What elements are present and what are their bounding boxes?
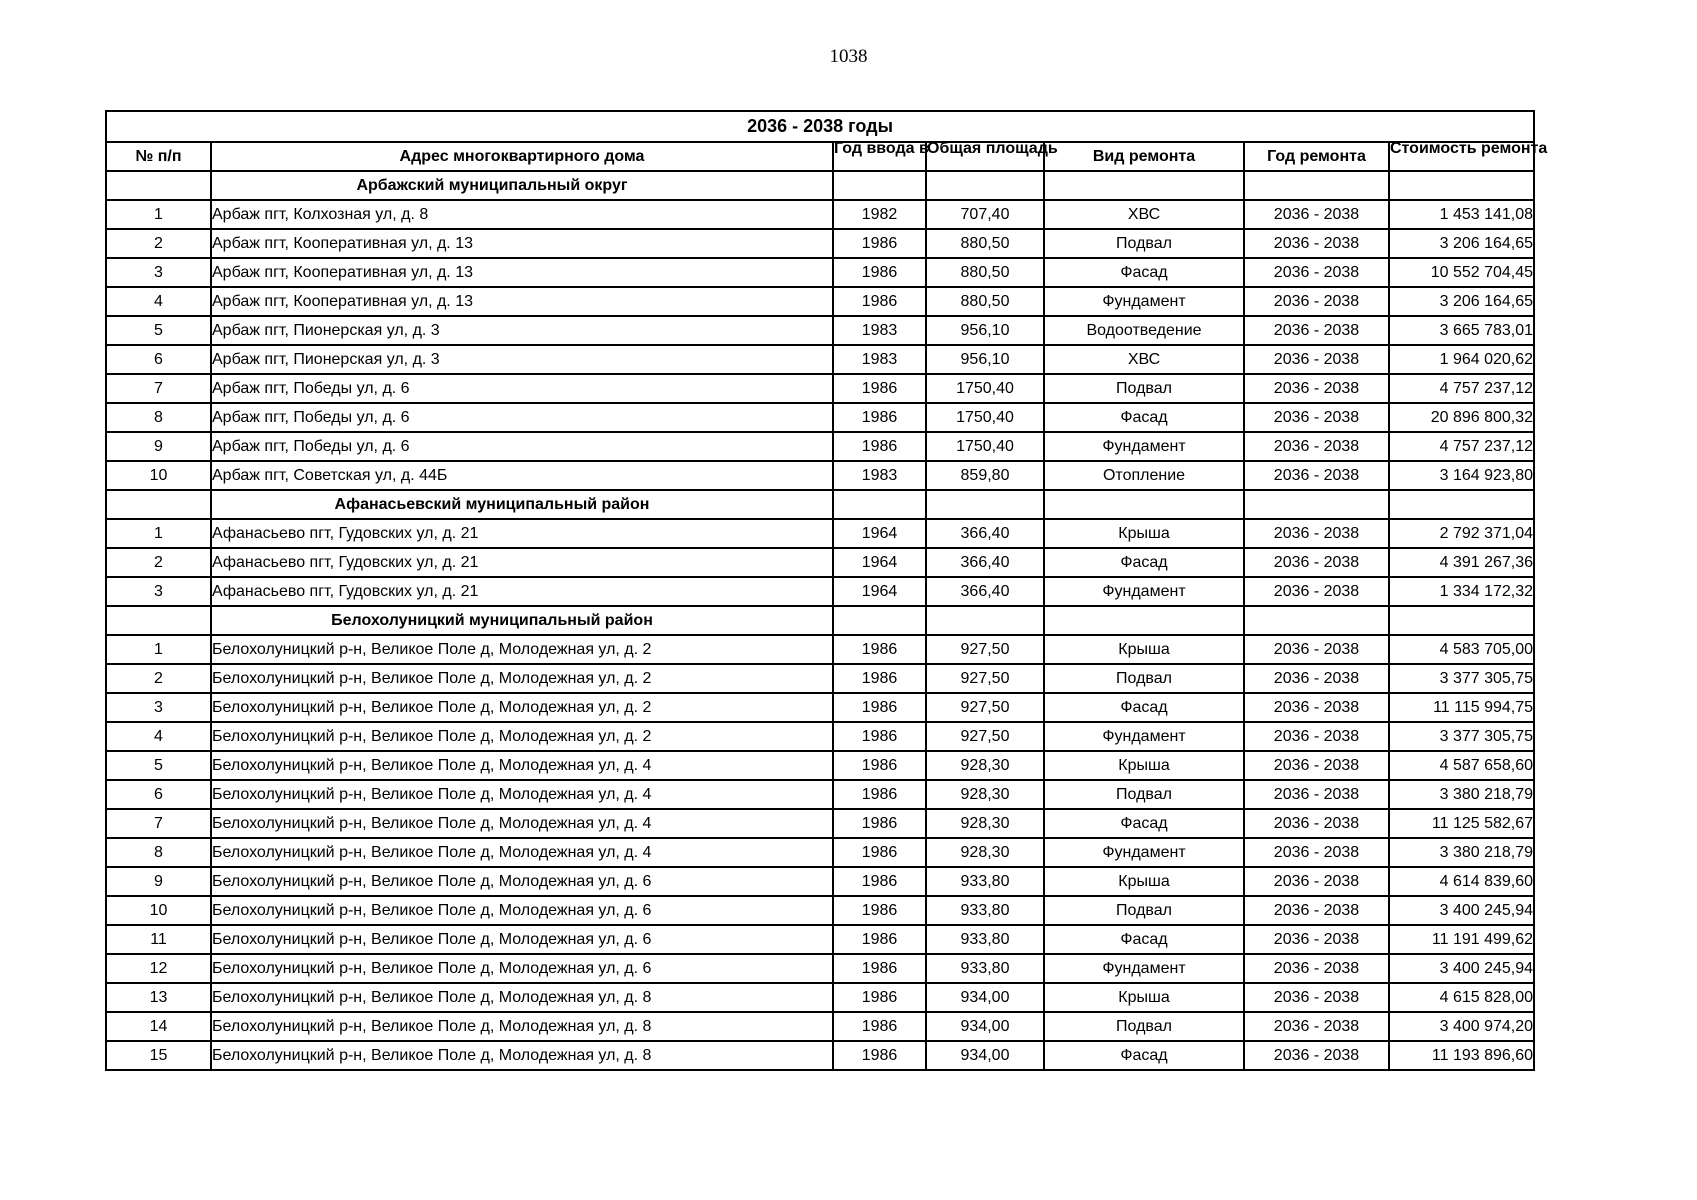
- row-repair-type: Фасад: [1044, 403, 1244, 432]
- row-repair-period: 2036 - 2038: [1244, 258, 1389, 287]
- row-area: 366,40: [926, 577, 1044, 606]
- row-number: 12: [106, 954, 211, 983]
- row-year-built: 1986: [833, 896, 926, 925]
- row-repair-period: 2036 - 2038: [1244, 577, 1389, 606]
- empty-cell: [833, 171, 926, 200]
- row-address: Арбаж пгт, Кооперативная ул, д. 13: [211, 258, 833, 287]
- row-number: 10: [106, 896, 211, 925]
- row-address: Белохолуницкий р-н, Великое Поле д, Молодежная ул, д. 8: [211, 1012, 833, 1041]
- row-repair-period: 2036 - 2038: [1244, 461, 1389, 490]
- table-row: [106, 403, 1534, 432]
- row-number: 9: [106, 432, 211, 461]
- row-cost: 3 377 305,75: [1389, 722, 1534, 751]
- row-cost: 3 380 218,79: [1389, 780, 1534, 809]
- row-area: 928,30: [926, 809, 1044, 838]
- row-year-built: 1986: [833, 925, 926, 954]
- row-cost: 3 206 164,65: [1389, 229, 1534, 258]
- row-address: Белохолуницкий р-н, Великое Поле д, Молодежная ул, д. 4: [211, 809, 833, 838]
- row-repair-type: Фундамент: [1044, 432, 1244, 461]
- row-repair-type: Подвал: [1044, 780, 1244, 809]
- table-row: [106, 1041, 1534, 1070]
- row-number: 7: [106, 809, 211, 838]
- row-cost: 11 115 994,75: [1389, 693, 1534, 722]
- row-cost: 1 334 172,32: [1389, 577, 1534, 606]
- row-repair-type: Фасад: [1044, 1041, 1244, 1070]
- row-year-built: 1983: [833, 345, 926, 374]
- row-year-built: 1986: [833, 983, 926, 1012]
- table-body: [106, 171, 1534, 1070]
- row-repair-period: 2036 - 2038: [1244, 403, 1389, 432]
- row-repair-type: Крыша: [1044, 519, 1244, 548]
- row-cost: 4 757 237,12: [1389, 432, 1534, 461]
- row-cost: 4 583 705,00: [1389, 635, 1534, 664]
- row-address: Белохолуницкий р-н, Великое Поле д, Молодежная ул, д. 4: [211, 751, 833, 780]
- repair-schedule-table: [105, 110, 1548, 1071]
- empty-cell: [833, 490, 926, 519]
- row-area: 366,40: [926, 548, 1044, 577]
- row-address: Белохолуницкий р-н, Великое Поле д, Молодежная ул, д. 6: [211, 954, 833, 983]
- empty-cell: [1044, 606, 1244, 635]
- row-area: 1750,40: [926, 374, 1044, 403]
- row-year-built: 1986: [833, 374, 926, 403]
- row-address: Арбаж пгт, Пионерская ул, д. 3: [211, 316, 833, 345]
- table-row: [106, 316, 1534, 345]
- row-address: Арбаж пгт, Кооперативная ул, д. 13: [211, 229, 833, 258]
- row-number: 13: [106, 983, 211, 1012]
- row-year-built: 1986: [833, 838, 926, 867]
- row-repair-type: ХВС: [1044, 200, 1244, 229]
- row-repair-period: 2036 - 2038: [1244, 867, 1389, 896]
- empty-cell: [1389, 171, 1534, 200]
- table-row: [106, 954, 1534, 983]
- row-repair-type: Подвал: [1044, 229, 1244, 258]
- table-row: [106, 548, 1534, 577]
- row-repair-period: 2036 - 2038: [1244, 229, 1389, 258]
- section-row: [106, 171, 1534, 200]
- row-repair-type: Фасад: [1044, 809, 1244, 838]
- row-address: Белохолуницкий р-н, Великое Поле д, Молодежная ул, д. 4: [211, 838, 833, 867]
- row-area: 933,80: [926, 867, 1044, 896]
- row-year-built: 1986: [833, 229, 926, 258]
- row-repair-type: Фасад: [1044, 258, 1244, 287]
- table-row: [106, 838, 1534, 867]
- row-repair-period: 2036 - 2038: [1244, 1012, 1389, 1041]
- row-number: 11: [106, 925, 211, 954]
- row-cost: 3 400 245,94: [1389, 896, 1534, 925]
- row-number: 8: [106, 838, 211, 867]
- row-repair-period: 2036 - 2038: [1244, 896, 1389, 925]
- row-repair-type: Фасад: [1044, 925, 1244, 954]
- row-repair-period: 2036 - 2038: [1244, 519, 1389, 548]
- table-row: [106, 751, 1534, 780]
- table-row: [106, 635, 1534, 664]
- row-repair-type: Фасад: [1044, 548, 1244, 577]
- row-number: 5: [106, 751, 211, 780]
- header-repair-type: Вид ремонта: [1044, 142, 1244, 171]
- row-year-built: 1986: [833, 780, 926, 809]
- row-repair-type: Отопление: [1044, 461, 1244, 490]
- row-address: Арбаж пгт, Кооперативная ул, д. 13: [211, 287, 833, 316]
- row-year-built: 1986: [833, 287, 926, 316]
- table-row: [106, 345, 1534, 374]
- empty-cell: [106, 171, 211, 200]
- row-year-built: 1986: [833, 258, 926, 287]
- table-row: [106, 258, 1534, 287]
- row-number: 6: [106, 345, 211, 374]
- row-address: Белохолуницкий р-н, Великое Поле д, Молодежная ул, д. 6: [211, 867, 833, 896]
- empty-cell: [1244, 490, 1389, 519]
- table-row: [106, 722, 1534, 751]
- row-number: 2: [106, 664, 211, 693]
- row-repair-period: 2036 - 2038: [1244, 548, 1389, 577]
- row-area: 927,50: [926, 664, 1044, 693]
- table-row: [106, 809, 1534, 838]
- section-row: [106, 606, 1534, 635]
- row-address: Арбаж пгт, Победы ул, д. 6: [211, 374, 833, 403]
- row-number: 3: [106, 693, 211, 722]
- table-row: [106, 519, 1534, 548]
- row-year-built: 1983: [833, 316, 926, 345]
- row-cost: 1 453 141,08: [1389, 200, 1534, 229]
- row-area: 880,50: [926, 258, 1044, 287]
- table-row: [106, 693, 1534, 722]
- row-cost: 3 206 164,65: [1389, 287, 1534, 316]
- row-repair-period: 2036 - 2038: [1244, 374, 1389, 403]
- row-number: 9: [106, 867, 211, 896]
- column-header-row: [106, 142, 1534, 171]
- row-address: Афанасьево пгт, Гудовских ул, д. 21: [211, 577, 833, 606]
- row-cost: 11 191 499,62: [1389, 925, 1534, 954]
- table-row: [106, 925, 1534, 954]
- row-area: 859,80: [926, 461, 1044, 490]
- row-year-built: 1964: [833, 577, 926, 606]
- row-cost: 3 665 783,01: [1389, 316, 1534, 345]
- row-area: 927,50: [926, 722, 1044, 751]
- row-cost: 4 391 267,36: [1389, 548, 1534, 577]
- row-year-built: 1986: [833, 1041, 926, 1070]
- row-year-built: 1986: [833, 867, 926, 896]
- row-area: 933,80: [926, 954, 1044, 983]
- section-row: [106, 490, 1534, 519]
- row-cost: 2 792 371,04: [1389, 519, 1534, 548]
- empty-cell: [1044, 171, 1244, 200]
- row-repair-period: 2036 - 2038: [1244, 751, 1389, 780]
- row-repair-period: 2036 - 2038: [1244, 345, 1389, 374]
- row-year-built: 1986: [833, 954, 926, 983]
- row-repair-type: Крыша: [1044, 751, 1244, 780]
- row-area: 927,50: [926, 635, 1044, 664]
- row-cost: 4 757 237,12: [1389, 374, 1534, 403]
- row-area: 956,10: [926, 316, 1044, 345]
- row-year-built: 1986: [833, 432, 926, 461]
- row-address: Белохолуницкий р-н, Великое Поле д, Молодежная ул, д. 6: [211, 896, 833, 925]
- row-cost: 11 125 582,67: [1389, 809, 1534, 838]
- section-name: Арбажский муниципальный округ: [211, 171, 833, 200]
- table-row: [106, 983, 1534, 1012]
- row-address: Афанасьево пгт, Гудовских ул, д. 21: [211, 519, 833, 548]
- row-area: 928,30: [926, 780, 1044, 809]
- empty-cell: [926, 171, 1044, 200]
- empty-cell: [1244, 171, 1389, 200]
- row-address: Белохолуницкий р-н, Великое Поле д, Молодежная ул, д. 2: [211, 664, 833, 693]
- row-cost: 11 193 896,60: [1389, 1041, 1534, 1070]
- row-repair-type: Водоотведение: [1044, 316, 1244, 345]
- row-number: 1: [106, 200, 211, 229]
- row-address: Арбаж пгт, Пионерская ул, д. 3: [211, 345, 833, 374]
- row-year-built: 1983: [833, 461, 926, 490]
- header-year-built: Год ввода в: [833, 142, 926, 171]
- row-year-built: 1964: [833, 548, 926, 577]
- row-number: 4: [106, 722, 211, 751]
- row-area: 1750,40: [926, 403, 1044, 432]
- row-cost: 1 964 020,62: [1389, 345, 1534, 374]
- row-repair-period: 2036 - 2038: [1244, 432, 1389, 461]
- row-number: 3: [106, 258, 211, 287]
- table-row: [106, 1012, 1534, 1041]
- table-row: [106, 229, 1534, 258]
- row-repair-type: Подвал: [1044, 374, 1244, 403]
- row-number: 8: [106, 403, 211, 432]
- row-number: 1: [106, 635, 211, 664]
- row-year-built: 1986: [833, 751, 926, 780]
- row-repair-period: 2036 - 2038: [1244, 983, 1389, 1012]
- table-row: [106, 867, 1534, 896]
- row-repair-type: Фундамент: [1044, 838, 1244, 867]
- row-address: Белохолуницкий р-н, Великое Поле д, Молодежная ул, д. 6: [211, 925, 833, 954]
- row-area: 934,00: [926, 1041, 1044, 1070]
- row-repair-period: 2036 - 2038: [1244, 693, 1389, 722]
- empty-cell: [1389, 490, 1534, 519]
- row-repair-type: ХВС: [1044, 345, 1244, 374]
- row-repair-type: Подвал: [1044, 664, 1244, 693]
- row-cost: 4 587 658,60: [1389, 751, 1534, 780]
- period-title: 2036 - 2038 годы: [106, 111, 1534, 142]
- table-row: [106, 432, 1534, 461]
- row-cost: 10 552 704,45: [1389, 258, 1534, 287]
- row-number: 7: [106, 374, 211, 403]
- table-row: [106, 780, 1534, 809]
- row-year-built: 1986: [833, 693, 926, 722]
- empty-cell: [1044, 490, 1244, 519]
- row-repair-period: 2036 - 2038: [1244, 780, 1389, 809]
- row-number: 2: [106, 548, 211, 577]
- header-area: Общая площадь: [926, 142, 1044, 171]
- row-number: 15: [106, 1041, 211, 1070]
- row-number: 2: [106, 229, 211, 258]
- row-cost: 3 164 923,80: [1389, 461, 1534, 490]
- row-repair-period: 2036 - 2038: [1244, 954, 1389, 983]
- row-address: Арбаж пгт, Советская ул, д. 44Б: [211, 461, 833, 490]
- header-num: № п/п: [106, 142, 211, 171]
- row-area: 928,30: [926, 751, 1044, 780]
- empty-cell: [106, 490, 211, 519]
- row-repair-period: 2036 - 2038: [1244, 200, 1389, 229]
- table-row: [106, 577, 1534, 606]
- row-address: Белохолуницкий р-н, Великое Поле д, Молодежная ул, д. 4: [211, 780, 833, 809]
- header-repair-year: Год ремонта: [1244, 142, 1389, 171]
- row-repair-period: 2036 - 2038: [1244, 316, 1389, 345]
- table-row: [106, 664, 1534, 693]
- row-area: 1750,40: [926, 432, 1044, 461]
- row-repair-period: 2036 - 2038: [1244, 925, 1389, 954]
- row-address: Белохолуницкий р-н, Великое Поле д, Молодежная ул, д. 8: [211, 1041, 833, 1070]
- table-row: [106, 287, 1534, 316]
- row-area: 934,00: [926, 1012, 1044, 1041]
- table-row: [106, 374, 1534, 403]
- row-area: 956,10: [926, 345, 1044, 374]
- row-year-built: 1986: [833, 809, 926, 838]
- row-year-built: 1986: [833, 722, 926, 751]
- row-address: Белохолуницкий р-н, Великое Поле д, Молодежная ул, д. 2: [211, 635, 833, 664]
- row-number: 6: [106, 780, 211, 809]
- row-year-built: 1986: [833, 664, 926, 693]
- row-address: Арбаж пгт, Колхозная ул, д. 8: [211, 200, 833, 229]
- empty-cell: [926, 490, 1044, 519]
- row-area: 934,00: [926, 983, 1044, 1012]
- row-year-built: 1986: [833, 1012, 926, 1041]
- row-cost: 4 614 839,60: [1389, 867, 1534, 896]
- row-area: 880,50: [926, 229, 1044, 258]
- row-cost: 3 380 218,79: [1389, 838, 1534, 867]
- row-address: Белохолуницкий р-н, Великое Поле д, Молодежная ул, д. 2: [211, 722, 833, 751]
- row-address: Арбаж пгт, Победы ул, д. 6: [211, 403, 833, 432]
- header-address: Адрес многоквартирного дома: [211, 142, 833, 171]
- row-cost: 3 400 974,20: [1389, 1012, 1534, 1041]
- row-repair-type: Крыша: [1044, 867, 1244, 896]
- row-number: 4: [106, 287, 211, 316]
- table-row: [106, 461, 1534, 490]
- row-repair-period: 2036 - 2038: [1244, 809, 1389, 838]
- empty-cell: [833, 606, 926, 635]
- row-number: 14: [106, 1012, 211, 1041]
- row-address: Арбаж пгт, Победы ул, д. 6: [211, 432, 833, 461]
- row-repair-type: Фундамент: [1044, 577, 1244, 606]
- row-repair-type: Крыша: [1044, 635, 1244, 664]
- row-cost: 3 400 245,94: [1389, 954, 1534, 983]
- page-number: 1038: [829, 46, 868, 67]
- row-repair-type: Фундамент: [1044, 954, 1244, 983]
- row-area: 933,80: [926, 925, 1044, 954]
- row-number: 1: [106, 519, 211, 548]
- row-area: 707,40: [926, 200, 1044, 229]
- row-number: 10: [106, 461, 211, 490]
- row-address: Афанасьево пгт, Гудовских ул, д. 21: [211, 548, 833, 577]
- row-cost: 20 896 800,32: [1389, 403, 1534, 432]
- row-year-built: 1986: [833, 403, 926, 432]
- row-number: 3: [106, 577, 211, 606]
- row-repair-period: 2036 - 2038: [1244, 635, 1389, 664]
- row-address: Белохолуницкий р-н, Великое Поле д, Молодежная ул, д. 2: [211, 693, 833, 722]
- row-repair-period: 2036 - 2038: [1244, 287, 1389, 316]
- row-address: Белохолуницкий р-н, Великое Поле д, Молодежная ул, д. 8: [211, 983, 833, 1012]
- row-repair-type: Фасад: [1044, 693, 1244, 722]
- row-number: 5: [106, 316, 211, 345]
- row-repair-period: 2036 - 2038: [1244, 1041, 1389, 1070]
- row-repair-type: Фундамент: [1044, 722, 1244, 751]
- row-repair-period: 2036 - 2038: [1244, 664, 1389, 693]
- empty-cell: [1244, 606, 1389, 635]
- row-repair-type: Фундамент: [1044, 287, 1244, 316]
- section-name: Белохолуницкий муниципальный район: [211, 606, 833, 635]
- row-repair-type: Подвал: [1044, 1012, 1244, 1041]
- table-row: [106, 896, 1534, 925]
- row-year-built: 1964: [833, 519, 926, 548]
- table-row: [106, 200, 1534, 229]
- row-year-built: 1986: [833, 635, 926, 664]
- header-cost: Стоимость ремонта: [1389, 142, 1534, 171]
- row-area: 927,50: [926, 693, 1044, 722]
- empty-cell: [106, 606, 211, 635]
- row-year-built: 1982: [833, 200, 926, 229]
- row-area: 366,40: [926, 519, 1044, 548]
- row-cost: 4 615 828,00: [1389, 983, 1534, 1012]
- empty-cell: [1389, 606, 1534, 635]
- empty-cell: [926, 606, 1044, 635]
- row-area: 928,30: [926, 838, 1044, 867]
- section-name: Афанасьевский муниципальный район: [211, 490, 833, 519]
- row-repair-type: Подвал: [1044, 896, 1244, 925]
- row-area: 933,80: [926, 896, 1044, 925]
- row-repair-period: 2036 - 2038: [1244, 838, 1389, 867]
- row-repair-period: 2036 - 2038: [1244, 722, 1389, 751]
- row-repair-type: Крыша: [1044, 983, 1244, 1012]
- row-area: 880,50: [926, 287, 1044, 316]
- row-cost: 3 377 305,75: [1389, 664, 1534, 693]
